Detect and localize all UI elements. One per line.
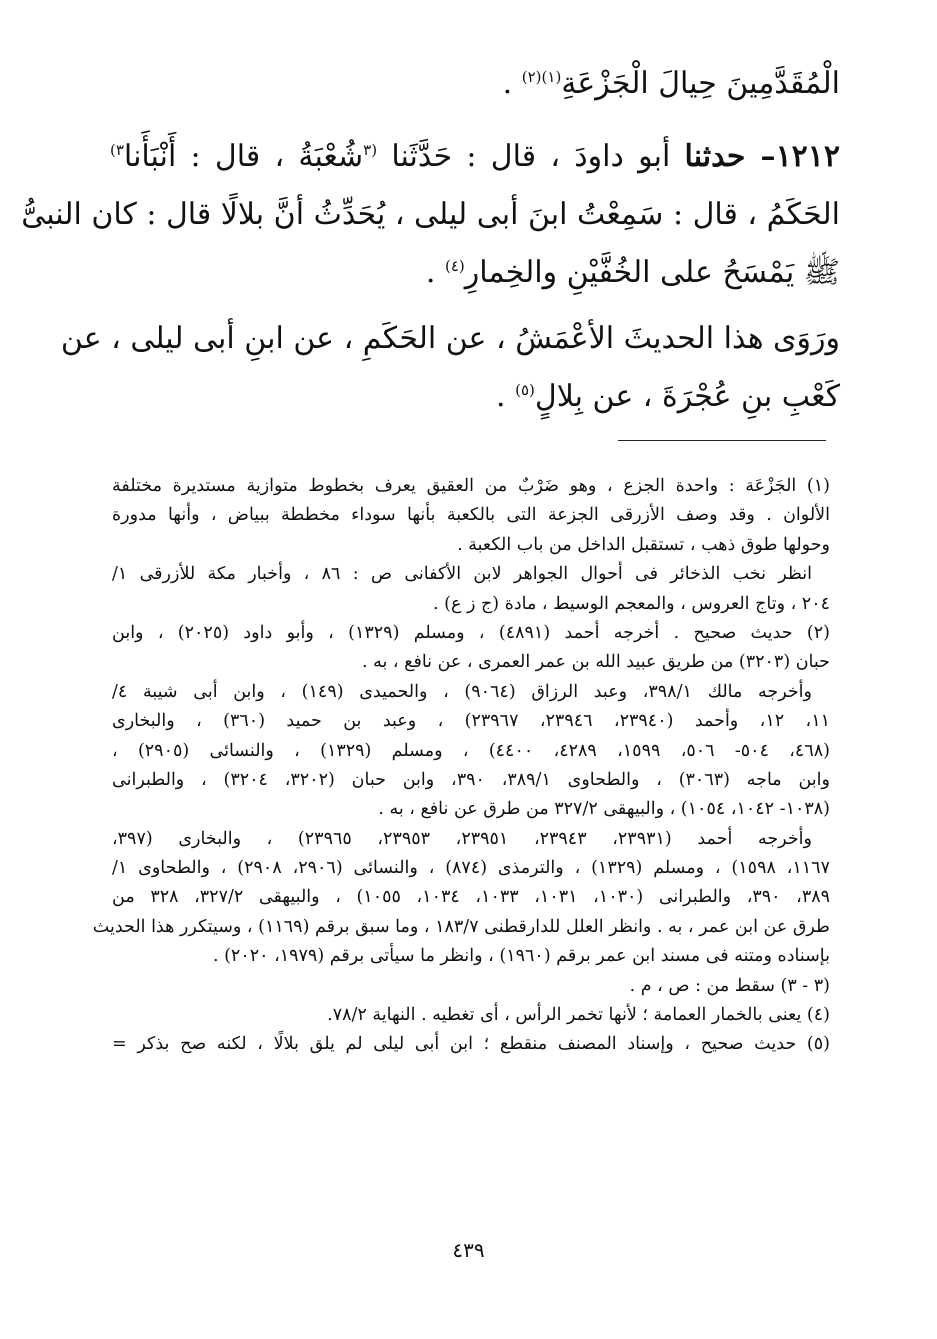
- main-text-fragment: شُعْبَةُ ، قال : أَنْبَأَنا: [123, 139, 364, 174]
- footnote-line: (٣ - ٣) سقط من : ص ، م .: [629, 975, 830, 996]
- main-line-5: [60, 310, 840, 368]
- footnote-ref: ٣): [110, 141, 124, 159]
- footnote-divider: [618, 440, 826, 441]
- main-text-fragment: .: [502, 66, 522, 101]
- footnote-line: ١١٦٧، ١٥٩٨) ، ومسلم (١٣٢٩) ، والترمذى (٨٧٤) ، والنسائى (٢٩٠٦، ٢٩٠٨) ، والطحاوى ١/: [112, 858, 830, 879]
- page-number: ٤٣٩: [452, 1238, 485, 1262]
- footnote-ref: (٣: [363, 141, 378, 159]
- main-line-6: [110, 368, 840, 426]
- footnote-line: (٤٦٨، ٥٠٤- ٥٠٦، ١٥٩٩، ٤٢٨٩، ٤٤٠٠) ، ومسلم (١٣٢٩) ، والنسائى (٢٩٠٥) ،: [112, 740, 830, 761]
- main-text-fragment: .: [496, 379, 516, 414]
- hadith-text: [110, 55, 840, 113]
- footnote-line: طرق عن ابن عمر ، به . وانظر العلل للدارقطنى ١٨٣/٧ ، وما سبق برقم (١١٦٩) ، وسيتكرر هذا الحديث: [92, 916, 830, 937]
- narration-block: [60, 310, 840, 426]
- footnote-line: ٣٨٩، ٣٩٠، والطبرانى (١٠٣٠، ١٠٣١، ١٠٣٣، ١٠٣٤، ١٠٥٥) ، والبيهقى ٣٢٧/٢، ٣٢٨ من: [112, 887, 831, 908]
- footnote-line: (٥) حديث صحيح ، وإسناد المصنف منقطع ؛ ابن أبى ليلى لم يلق بلالًا ، لكنه صح بذكر =: [112, 1034, 830, 1055]
- footnote-line: ١١، ١٢، وأحمد (٢٣٩٤٠، ٢٣٩٤٦، ٢٣٩٦٧) ، وعبد بن حميد (٣٦٠) ، والبخارى: [112, 711, 830, 732]
- footnote-line: (٢) حديث صحيح . أخرجه أحمد (٤٨٩١) ، ومسلم (١٣٢٩) ، وأبو داود (٢٠٢٥) ، وابن: [112, 622, 830, 643]
- hadith-block: [21, 128, 841, 302]
- footnote-line: وحولها طوق ذهب ، تستقبل الداخل من باب الكعبة .: [457, 534, 830, 555]
- footnote-line: وابن ماجه (٣٠٦٣) ، والطحاوى ٣٨٩/١، ٣٩٠، وابن حبان (٣٢٠٢، ٣٢٠٤) ، والطبرانى: [112, 769, 830, 790]
- footnote-line: الألوان . وقد وصف الأزرقى الجزعة التى بالكعبة بأنها سوداء مخططة ببياض ، وأنها مدورة: [112, 505, 830, 526]
- footnote-line: ٢٠٤ ، وتاج العروس ، والمعجم الوسيط ، مادة (ج ز ع) .: [433, 593, 830, 614]
- main-line-4: [110, 244, 840, 302]
- hadith-number: ١٢١٢– حدثنا: [684, 139, 841, 174]
- main-line-1: [110, 55, 840, 113]
- main-text-fragment: ﷺ يَمْسَحُ على الخُفَّيْنِ والخِمارِ: [464, 255, 840, 290]
- footnote-ref: (١)(٢): [521, 68, 562, 86]
- footnote-ref: (٤): [444, 257, 465, 275]
- main-line-3: [21, 186, 840, 244]
- main-text-fragment: الْمُقَدَّمِينَ حِيالَ الْجَزْعَةِ: [561, 66, 840, 101]
- footnote-line: بإسناده ومتنه فى مسند ابن عمر برقم (١٩٦٠) ، وانظر ما سيأتى برقم (١٩٧٩، ٢٠٢٠) .: [212, 946, 830, 967]
- footnote-line: (١٠٣٨- ١٠٤٢، ١٠٥٤) ، والبيهقى ٣٢٧/٢ من طرق عن نافع ، به .: [378, 799, 830, 820]
- main-text-fragment: كَعْبِ بنِ عُجْرَةَ ، عن بِلالٍ: [534, 379, 840, 414]
- main-text-fragment: ورَوَى هذا الحديثَ الأعْمَشُ ، عن الحَكَمِ ، عن ابنِ أبى ليلى ، عن: [60, 321, 840, 356]
- main-text-fragment: الحَكَمُ ، قال : سَمِعْتُ ابنَ أبى ليلى ، يُحَدِّثُ أنَّ بلالًا قال : كان النبىُّ: [21, 197, 840, 232]
- footnote-line: حبان (٣٢٠٣) من طريق عبيد الله بن عمر العمرى ، عن نافع ، به .: [361, 652, 830, 673]
- footnotes: [92, 472, 831, 1060]
- footnote-line: انظر نخب الذخائر فى أحوال الجواهر لابن الأكفانى ص : ٨٦ ، وأخبار مكة للأزرقى ١/: [112, 564, 812, 585]
- footnote-ref: (٥): [515, 381, 535, 399]
- footnote-line: وأخرجه مالك ٣٩٨/١، وعبد الرزاق (٩٠٦٤) ، والحميدى (١٤٩) ، وابن أبى شيبة ٤/: [112, 681, 812, 702]
- main-text-fragment: .: [425, 255, 445, 290]
- main-line-2: [110, 128, 840, 186]
- footnote-line: (٤) يعنى بالخمار العمامة ؛ لأنها تخمر الرأس ، أى تغطيه . النهاية ٧٨/٢.: [327, 1005, 830, 1026]
- footnote-line: وأخرجه أحمد (٢٣٩٣١، ٢٣٩٤٣، ٢٣٩٥١، ٢٣٩٥٣، ٢٣٩٦٥) ، والبخارى (٣٩٧،: [112, 828, 812, 849]
- main-text-fragment: أبو داودَ ، قال : حَدَّثَنا: [377, 139, 685, 174]
- footnote-line: (١) الجَزْعَة : واحدة الجزع ، وهو ضَرْبٌ من العقيق يعرف بخطوط متوازية مستديرة مختلفة: [112, 476, 830, 496]
